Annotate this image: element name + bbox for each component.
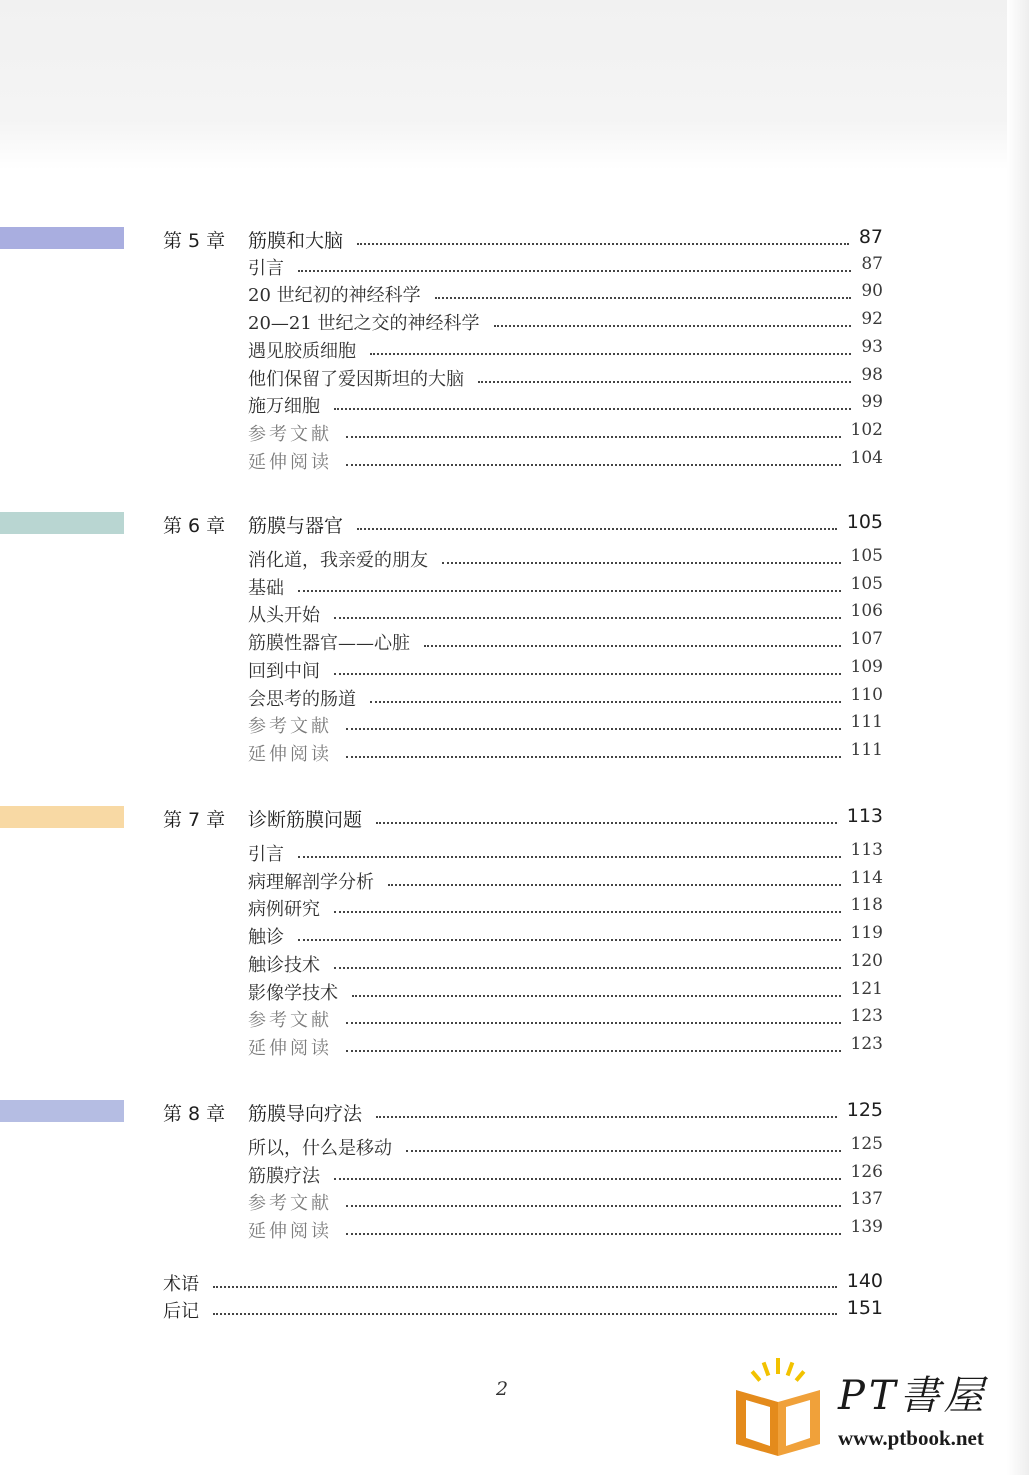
section-page: 114 [850, 867, 883, 888]
section-entry[interactable] [0, 601, 1029, 629]
dot-leader [298, 856, 841, 858]
section-page: 92 [861, 309, 883, 330]
section-entry[interactable] [0, 546, 1029, 574]
scan-shadow-top [0, 0, 1029, 170]
section-title: 延伸阅读 [248, 1221, 332, 1243]
section-title: 他们保留了爱因斯坦的大脑 [248, 368, 464, 390]
dot-leader [334, 911, 841, 913]
dot-leader [334, 673, 841, 675]
dot-leader [346, 1050, 841, 1052]
section-entry[interactable] [0, 309, 1029, 337]
chapter-title: 筋膜与器官 [248, 515, 344, 537]
dot-leader [442, 562, 841, 564]
section-title: 触诊 [248, 927, 284, 949]
section-page: 121 [850, 978, 883, 999]
dot-leader [376, 1116, 837, 1118]
section-page: 102 [850, 419, 883, 440]
section-page: 109 [850, 656, 883, 677]
chapter-page: 113 [846, 805, 883, 827]
section-title: 施万细胞 [248, 396, 320, 418]
section-title: 筋膜性器官——心脏 [248, 633, 410, 655]
dot-leader [346, 728, 841, 730]
section-entry[interactable] [0, 868, 1029, 896]
chapter-title: 筋膜导向疗法 [248, 1103, 363, 1125]
back-matter-title: 后记 [163, 1301, 199, 1322]
section-page: 93 [861, 336, 883, 357]
section-entry[interactable] [0, 629, 1029, 657]
section-page: 111 [850, 739, 883, 760]
dot-leader [376, 822, 837, 824]
section-page: 99 [861, 392, 883, 413]
dot-leader [298, 270, 851, 272]
dot-leader [346, 1233, 841, 1235]
chapter-page: 87 [858, 226, 883, 248]
section-page: 120 [850, 950, 883, 971]
section-title: 20 世纪初的神经科学 [248, 285, 421, 307]
book-icon [728, 1358, 838, 1458]
section-entry[interactable] [0, 281, 1029, 309]
section-title: 从头开始 [248, 605, 320, 627]
chapter-heading[interactable] [0, 1099, 1029, 1127]
section-entry[interactable] [0, 685, 1029, 713]
section-title: 消化道，我亲爱的朋友 [248, 550, 428, 571]
back-matter-title: 术语 [163, 1274, 199, 1295]
dot-leader [370, 353, 851, 355]
dot-leader [388, 884, 841, 886]
section-title: 回到中间 [248, 660, 320, 682]
chapter-title: 诊断筋膜问题 [248, 809, 363, 831]
dot-leader [213, 1286, 837, 1288]
section-title: 遇见胶质细胞 [248, 340, 356, 362]
section-title: 影像学技术 [248, 982, 338, 1004]
section-entry[interactable] [0, 337, 1029, 365]
section-entry[interactable] [0, 657, 1029, 685]
chapter-number: 第 8 章 [163, 1103, 226, 1125]
section-page: 106 [850, 601, 883, 622]
section-page: 107 [850, 629, 883, 650]
back-matter-page: 151 [846, 1297, 883, 1319]
section-page: 98 [861, 364, 883, 385]
dot-leader [346, 1205, 841, 1207]
dot-leader [334, 408, 851, 410]
reference-entry[interactable] [0, 1189, 1029, 1217]
section-title: 病例研究 [248, 899, 320, 921]
back-matter-page: 140 [846, 1270, 883, 1292]
section-title: 病理解剖学分析 [248, 871, 374, 893]
section-page: 113 [850, 840, 883, 860]
dot-leader [478, 381, 851, 383]
section-entry[interactable] [0, 392, 1029, 420]
section-page: 125 [850, 1134, 883, 1154]
section-page: 105 [850, 546, 883, 566]
section-entry[interactable] [0, 979, 1029, 1007]
section-entry[interactable] [0, 254, 1029, 282]
dot-leader [346, 436, 841, 438]
section-entry[interactable] [0, 895, 1029, 923]
footer-page-number: 2 [496, 1378, 509, 1400]
section-title: 会思考的肠道 [248, 688, 356, 710]
dot-leader [346, 1022, 841, 1024]
section-title: 引言 [248, 844, 284, 865]
section-title: 20—21 世纪之交的神经科学 [248, 313, 480, 335]
section-page: 87 [861, 253, 883, 274]
reference-entry[interactable] [0, 1006, 1029, 1034]
section-title: 参考文献 [248, 716, 332, 738]
dot-leader [435, 297, 851, 299]
section-page: 90 [861, 281, 883, 302]
chapter-number: 第 5 章 [163, 230, 226, 252]
reference-entry[interactable] [0, 420, 1029, 448]
section-entry[interactable] [0, 951, 1029, 979]
section-title: 延伸阅读 [248, 1037, 332, 1059]
dot-leader [334, 1178, 841, 1180]
section-title: 参考文献 [248, 1193, 332, 1215]
section-page: 105 [850, 573, 883, 594]
dot-leader [334, 967, 841, 969]
dot-leader [406, 1150, 841, 1152]
ptbook-logo [728, 1358, 1023, 1468]
section-title: 引言 [248, 257, 284, 279]
chapter-heading[interactable] [0, 805, 1029, 833]
dot-leader [494, 325, 851, 327]
logo-url: www.ptbook.net [838, 1426, 984, 1450]
section-page: 139 [850, 1217, 883, 1238]
dot-leader [352, 995, 841, 997]
section-page: 110 [850, 684, 883, 705]
section-title: 基础 [248, 577, 284, 599]
section-page: 123 [850, 1006, 883, 1027]
chapter-number: 第 7 章 [163, 809, 226, 831]
section-title: 参考文献 [248, 1010, 332, 1032]
chapter-page: 105 [846, 511, 883, 533]
dot-leader [298, 939, 841, 941]
section-page: 119 [850, 923, 883, 944]
reference-entry[interactable] [0, 740, 1029, 768]
dot-leader [346, 464, 841, 466]
section-page: 137 [850, 1189, 883, 1210]
dot-leader [213, 1313, 837, 1315]
section-page: 123 [850, 1033, 883, 1054]
section-title: 延伸阅读 [248, 451, 332, 473]
section-entry[interactable] [0, 574, 1029, 602]
section-entry[interactable] [0, 1162, 1029, 1190]
section-title: 延伸阅读 [248, 743, 332, 765]
section-title: 所以，什么是移动 [248, 1138, 392, 1159]
section-page: 104 [850, 447, 883, 468]
chapter-heading[interactable] [0, 226, 1029, 254]
section-title: 参考文献 [248, 423, 332, 445]
back-matter-entry[interactable] [0, 1270, 1029, 1298]
chapter-heading[interactable] [0, 511, 1029, 539]
reference-entry[interactable] [0, 1217, 1029, 1245]
section-entry[interactable] [0, 365, 1029, 393]
logo-wordmark: PT書屋 [838, 1373, 988, 1419]
reference-entry[interactable] [0, 448, 1029, 476]
section-page: 111 [850, 712, 883, 733]
section-title: 筋膜疗法 [248, 1165, 320, 1187]
chapter-number: 第 6 章 [163, 515, 226, 537]
section-entry[interactable] [0, 1134, 1029, 1162]
dot-leader [424, 645, 841, 647]
back-matter-entry[interactable] [0, 1297, 1029, 1325]
dot-leader [357, 528, 837, 530]
section-page: 118 [850, 895, 883, 916]
dot-leader [370, 701, 841, 703]
reference-entry[interactable] [0, 712, 1029, 740]
section-entry[interactable] [0, 840, 1029, 868]
section-page: 126 [850, 1161, 883, 1182]
chapter-page: 125 [846, 1099, 883, 1121]
dot-leader [334, 617, 841, 619]
dot-leader [298, 590, 841, 592]
section-title: 触诊技术 [248, 954, 320, 976]
dot-leader [346, 756, 841, 758]
dot-leader [357, 243, 849, 245]
chapter-title: 筋膜和大脑 [248, 230, 344, 252]
section-entry[interactable] [0, 923, 1029, 951]
reference-entry[interactable] [0, 1034, 1029, 1062]
